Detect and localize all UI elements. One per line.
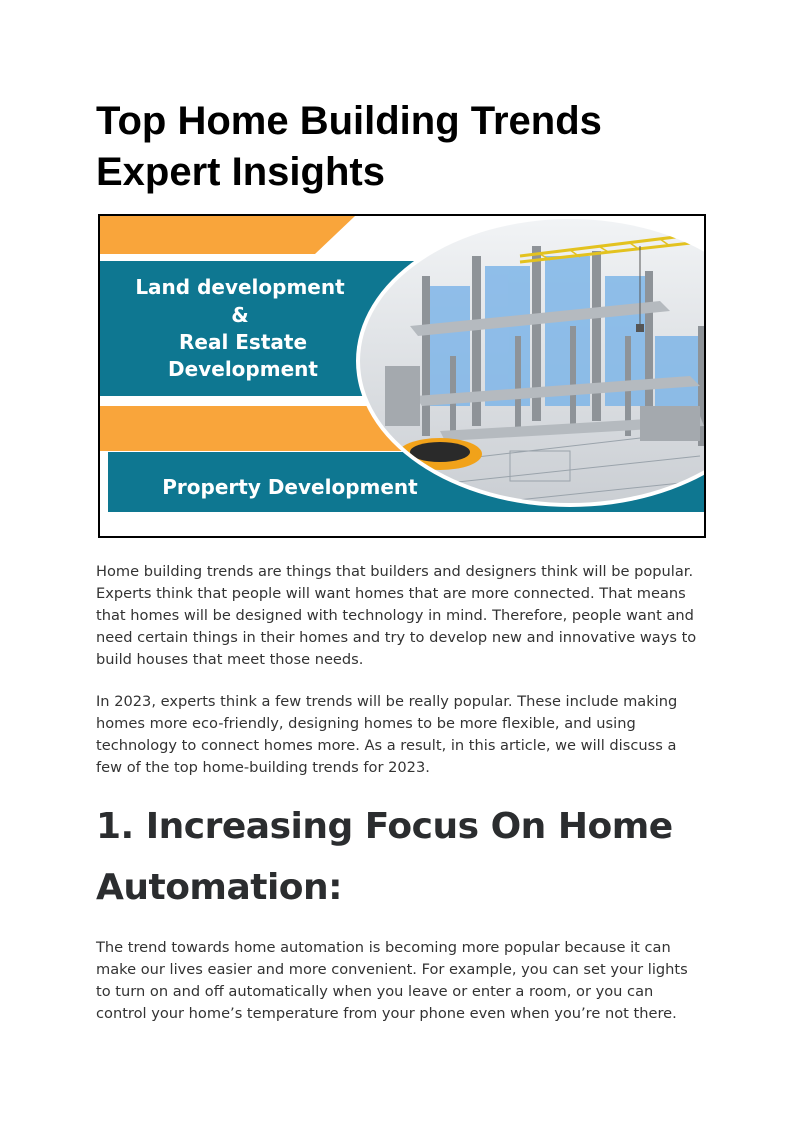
section-heading-home-automation: 1. Increasing Focus On Home Automation:: [96, 806, 673, 908]
orange-band-top: [100, 216, 355, 254]
banner-image: [98, 214, 706, 538]
banner-line-2: &: [231, 303, 249, 327]
banner-line-1: Land development: [135, 275, 345, 299]
intro-paragraph-1: Home building trends are things that builders and designers think will be popular. Experts think that people will want homes that are more connected. That means that homes will be designed with technology in mind. Therefore, people want and need certain things in their homes and try to develop new and innovative ways to build houses that meet those needs.: [96, 563, 697, 668]
page-title: Top Home Building Trends Expert Insights: [96, 99, 602, 194]
banner-graphic: [100, 216, 704, 536]
banner-line-3: Real Estate: [178, 330, 308, 354]
section-paragraph-home-automation: The trend towards home automation is becoming more popular because it can make our lives easier and more convenient. For example, you can set your lights to turn on and off automatically when you leave or enter a room, or you can control your home’s temperature from your phone even when you’re not there.: [96, 939, 688, 1022]
intro-paragraph-2: In 2023, experts think a few trends will be really popular. These include making homes more eco-friendly, designing homes to be more flexible, and using technology to connect homes more. As a result, in this article, we will discuss a few of the top home-building trends for 2023.: [96, 693, 678, 776]
banner-line-4: Development: [168, 357, 318, 381]
banner-line-5: Property Development: [162, 475, 418, 499]
